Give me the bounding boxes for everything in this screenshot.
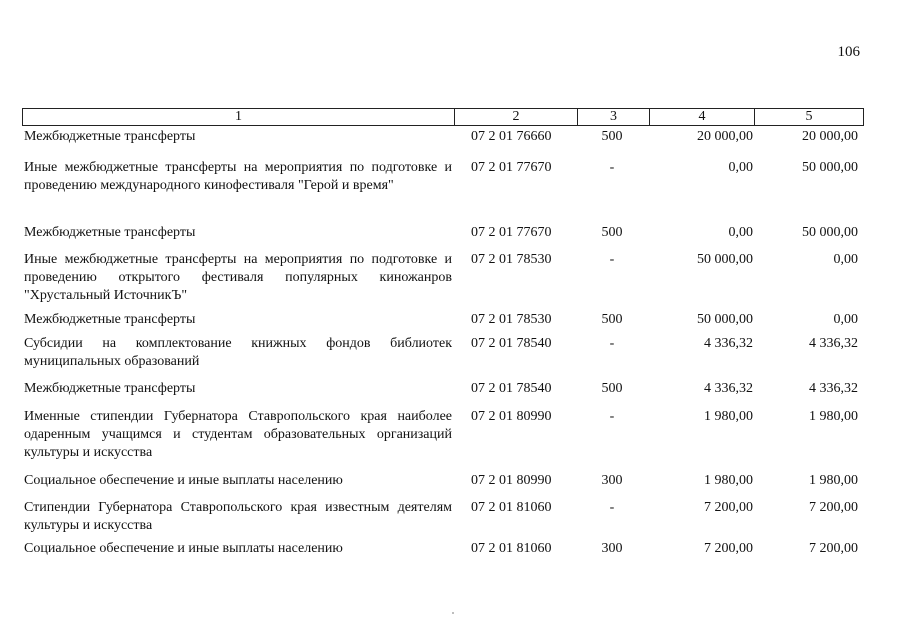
row-code: 07 2 01 78540 [471,336,552,351]
row-code: 07 2 01 76660 [471,129,552,144]
scan-speck [452,612,454,614]
column-header-table [22,108,864,126]
row-code: 07 2 01 77670 [471,160,552,175]
row-amount-col4: 7 200,00 [704,500,753,515]
column-header-5: 5 [755,109,864,126]
row-amount-col4: 20 000,00 [697,129,753,144]
row-amount-col4: 0,00 [728,225,753,240]
row-amount-col4: 50 000,00 [697,252,753,267]
row-amount-col4: 4 336,32 [704,336,753,351]
row-name: Стипендии Губернатора Ставропольского края известным деятелям культуры и искусства [24,500,452,533]
row-name: Иные межбюджетные трансферты на мероприятия по подготовке и проведению международного кинофестиваля "Герой и время" [24,160,452,193]
row-amount-col5: 0,00 [833,312,858,327]
column-header-row [23,109,864,126]
row-amount-col5: 1 980,00 [809,473,858,488]
row-code: 07 2 01 81060 [471,500,552,515]
row-expense-type: 300 [601,473,623,488]
row-amount-col5: 50 000,00 [802,160,858,175]
row-name: Межбюджетные трансферты [24,312,196,327]
column-header-3: 3 [578,109,650,126]
row-expense-type: - [609,409,615,424]
row-code: 07 2 01 78540 [471,381,552,396]
column-header-2: 2 [455,109,578,126]
row-amount-col4: 7 200,00 [704,541,753,556]
row-expense-type: 300 [601,541,623,556]
row-amount-col4: 4 336,32 [704,381,753,396]
row-expense-type: 500 [601,381,623,396]
row-code: 07 2 01 78530 [471,252,552,267]
row-expense-type: - [609,252,615,267]
row-expense-type: 500 [601,312,623,327]
row-amount-col4: 0,00 [728,160,753,175]
row-code: 07 2 01 77670 [471,225,552,240]
row-amount-col4: 1 980,00 [704,473,753,488]
row-amount-col5: 4 336,32 [809,336,858,351]
row-name: Межбюджетные трансферты [24,381,196,396]
row-amount-col5: 4 336,32 [809,381,858,396]
row-name: Субсидии на комплектование книжных фондов библиотек муниципальных образований [24,336,452,369]
row-amount-col5: 0,00 [833,252,858,267]
row-name: Социальное обеспечение и иные выплаты населению [24,541,343,556]
row-amount-col5: 1 980,00 [809,409,858,424]
row-amount-col5: 20 000,00 [802,129,858,144]
row-expense-type: - [609,500,615,515]
row-code: 07 2 01 80990 [471,409,552,424]
page-number: 106 [837,44,860,60]
column-header-1: 1 [23,109,455,126]
row-code: 07 2 01 78530 [471,312,552,327]
column-header-4: 4 [650,109,755,126]
row-name: Иные межбюджетные трансферты на мероприятия по подготовке и проведению открытого фестиваля популярных киножанров "Хрустальный ИсточникЪ" [24,252,452,303]
row-expense-type: 500 [601,129,623,144]
row-name: Межбюджетные трансферты [24,129,196,144]
row-amount-col5: 50 000,00 [802,225,858,240]
row-expense-type: - [609,336,615,351]
row-expense-type: - [609,160,615,175]
row-amount-col5: 7 200,00 [809,500,858,515]
row-amount-col5: 7 200,00 [809,541,858,556]
row-amount-col4: 50 000,00 [697,312,753,327]
row-amount-col4: 1 980,00 [704,409,753,424]
row-name: Социальное обеспечение и иные выплаты населению [24,473,343,488]
row-name: Межбюджетные трансферты [24,225,196,240]
row-name: Именные стипендии Губернатора Ставропольского края наиболее одаренным учащимся и студентам образовательных организаций культуры и искусства [24,409,452,460]
row-expense-type: 500 [601,225,623,240]
row-code: 07 2 01 81060 [471,541,552,556]
row-code: 07 2 01 80990 [471,473,552,488]
